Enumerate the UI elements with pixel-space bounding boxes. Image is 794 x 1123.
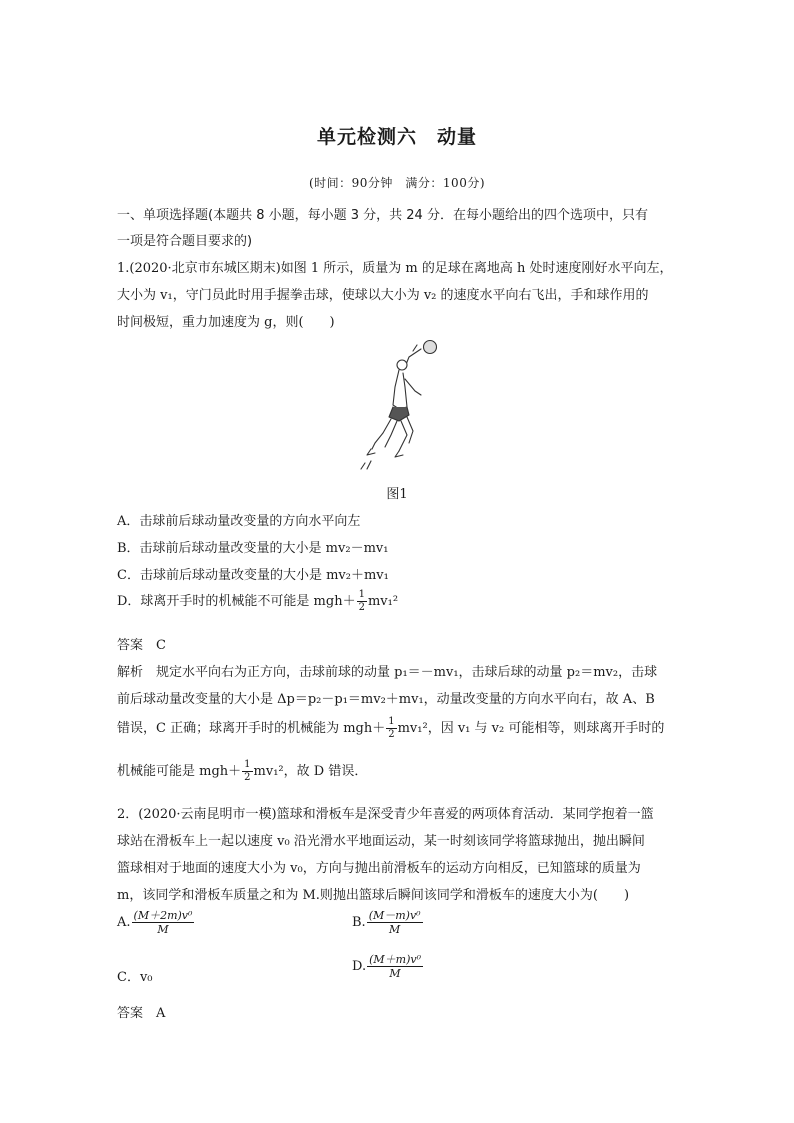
q1-option-d-tail: mv₁²	[367, 594, 399, 609]
q2-option-b-fraction: $\frac{\text{(M－m)v⁰}}{M}$	[368, 909, 421, 936]
q1-stem-line-2: 大小为 v₁，守门员此时用手握拳击球，使球以大小为 v₂ 的速度水平向右飞出，手和球作用的	[117, 288, 649, 303]
q1-option-c: C．击球前后球动量改变量的大小是 mv₂＋mv₁	[117, 568, 389, 583]
q2-stem-line-2: 球站在滑板车上一起以速度 v₀ 沿光滑水平地面运动，某一时刻该同学将篮球抛出，抛出瞬间	[117, 834, 645, 849]
q2-option-a-fraction: $\frac{\text{(M＋2m)v⁰}}{M}$	[133, 909, 193, 936]
q1-explanation-line-3: 错误，C 正确；球离开手时的机械能为 mgh＋ $\frac{1}{2}$ mv₁²，因 v₁ 与 v₂ 可能相等，则球离开手时的	[117, 716, 665, 740]
section-heading-line-1: 一、单项选择题(本题共 8 小题，每小题 3 分，共 24 分．在每小题给出的四个选项中，只有	[117, 208, 648, 223]
q2-option-d: D. $\frac{\text{(M＋m)v⁰}}{M}$	[352, 953, 421, 980]
q2-option-b: B. $\frac{\text{(M－m)v⁰}}{M}$	[352, 909, 421, 936]
q2-option-d-fraction: $\frac{\text{(M＋m)v⁰}}{M}$	[369, 953, 421, 980]
half-fraction: $\frac{1}{2}$	[388, 716, 395, 740]
q1-option-b: B．击球前后球动量改变量的大小是 mv₂－mv₁	[117, 541, 389, 556]
q1-option-a: A．击球前后球动量改变量的方向水平向左	[117, 514, 361, 529]
q2-stem-line-4: m，该同学和滑板车质量之和为 M.则抛出篮球后瞬间该同学和滑板车的速度大小为( )	[117, 888, 630, 903]
q2-option-a: A. $\frac{\text{(M＋2m)v⁰}}{M}$	[117, 909, 193, 936]
q1-explanation-line-1: 解析 规定水平向右为正方向，击球前球的动量 p₁＝－mv₁，击球后球的动量 p₂＝mv₂，击球	[117, 665, 658, 680]
q2-stem-line-3: 篮球相对于地面的速度大小为 v₀，方向与抛出前滑板车的运动方向相反，已知篮球的质量为	[117, 861, 641, 876]
q1-answer: 答案 C	[117, 638, 166, 653]
q1-explanation-line-4: 机械能可能是 mgh＋ $\frac{1}{2}$ mv₁²，故 D 错误．	[117, 759, 368, 783]
q1-explanation-line-2: 前后球动量改变量的大小是 Δp＝p₂－p₁＝mv₂＋mv₁，动量改变量的方向水平向右，故 A、B	[117, 692, 655, 707]
half-fraction: $\frac{1}{2}$	[244, 759, 251, 783]
page-title: 单元检测六 动量	[316, 126, 477, 148]
q1-stem-line-3: 时间极短，重力加速度为 g，则( )	[117, 315, 335, 330]
goalkeeper-figure	[355, 335, 445, 475]
q2-stem-line-1: 2．(2020·云南昆明市一模)篮球和滑板车是深受青少年喜爱的两项体育活动．某同学抱着一篮	[117, 807, 654, 822]
q2-option-c: C．v₀	[117, 970, 153, 985]
half-fraction: $\frac{1}{2}$	[358, 589, 365, 613]
exam-info: (时间：90分钟 满分：100分)	[308, 176, 486, 190]
q2-answer: 答案 A	[117, 1006, 166, 1021]
q1-stem-line-1: 1.(2020·北京市东城区期末)如图 1 所示，质量为 m 的足球在离地高 h 处时速度刚好水平向左，	[117, 261, 673, 276]
figure-caption: 图1	[386, 487, 408, 502]
section-heading-line-2: 一项是符合题目要求的)	[117, 234, 253, 249]
q1-option-d-text: D．球离开手时的机械能不可能是 mgh＋	[117, 594, 356, 609]
q1-option-d	[117, 590, 398, 613]
